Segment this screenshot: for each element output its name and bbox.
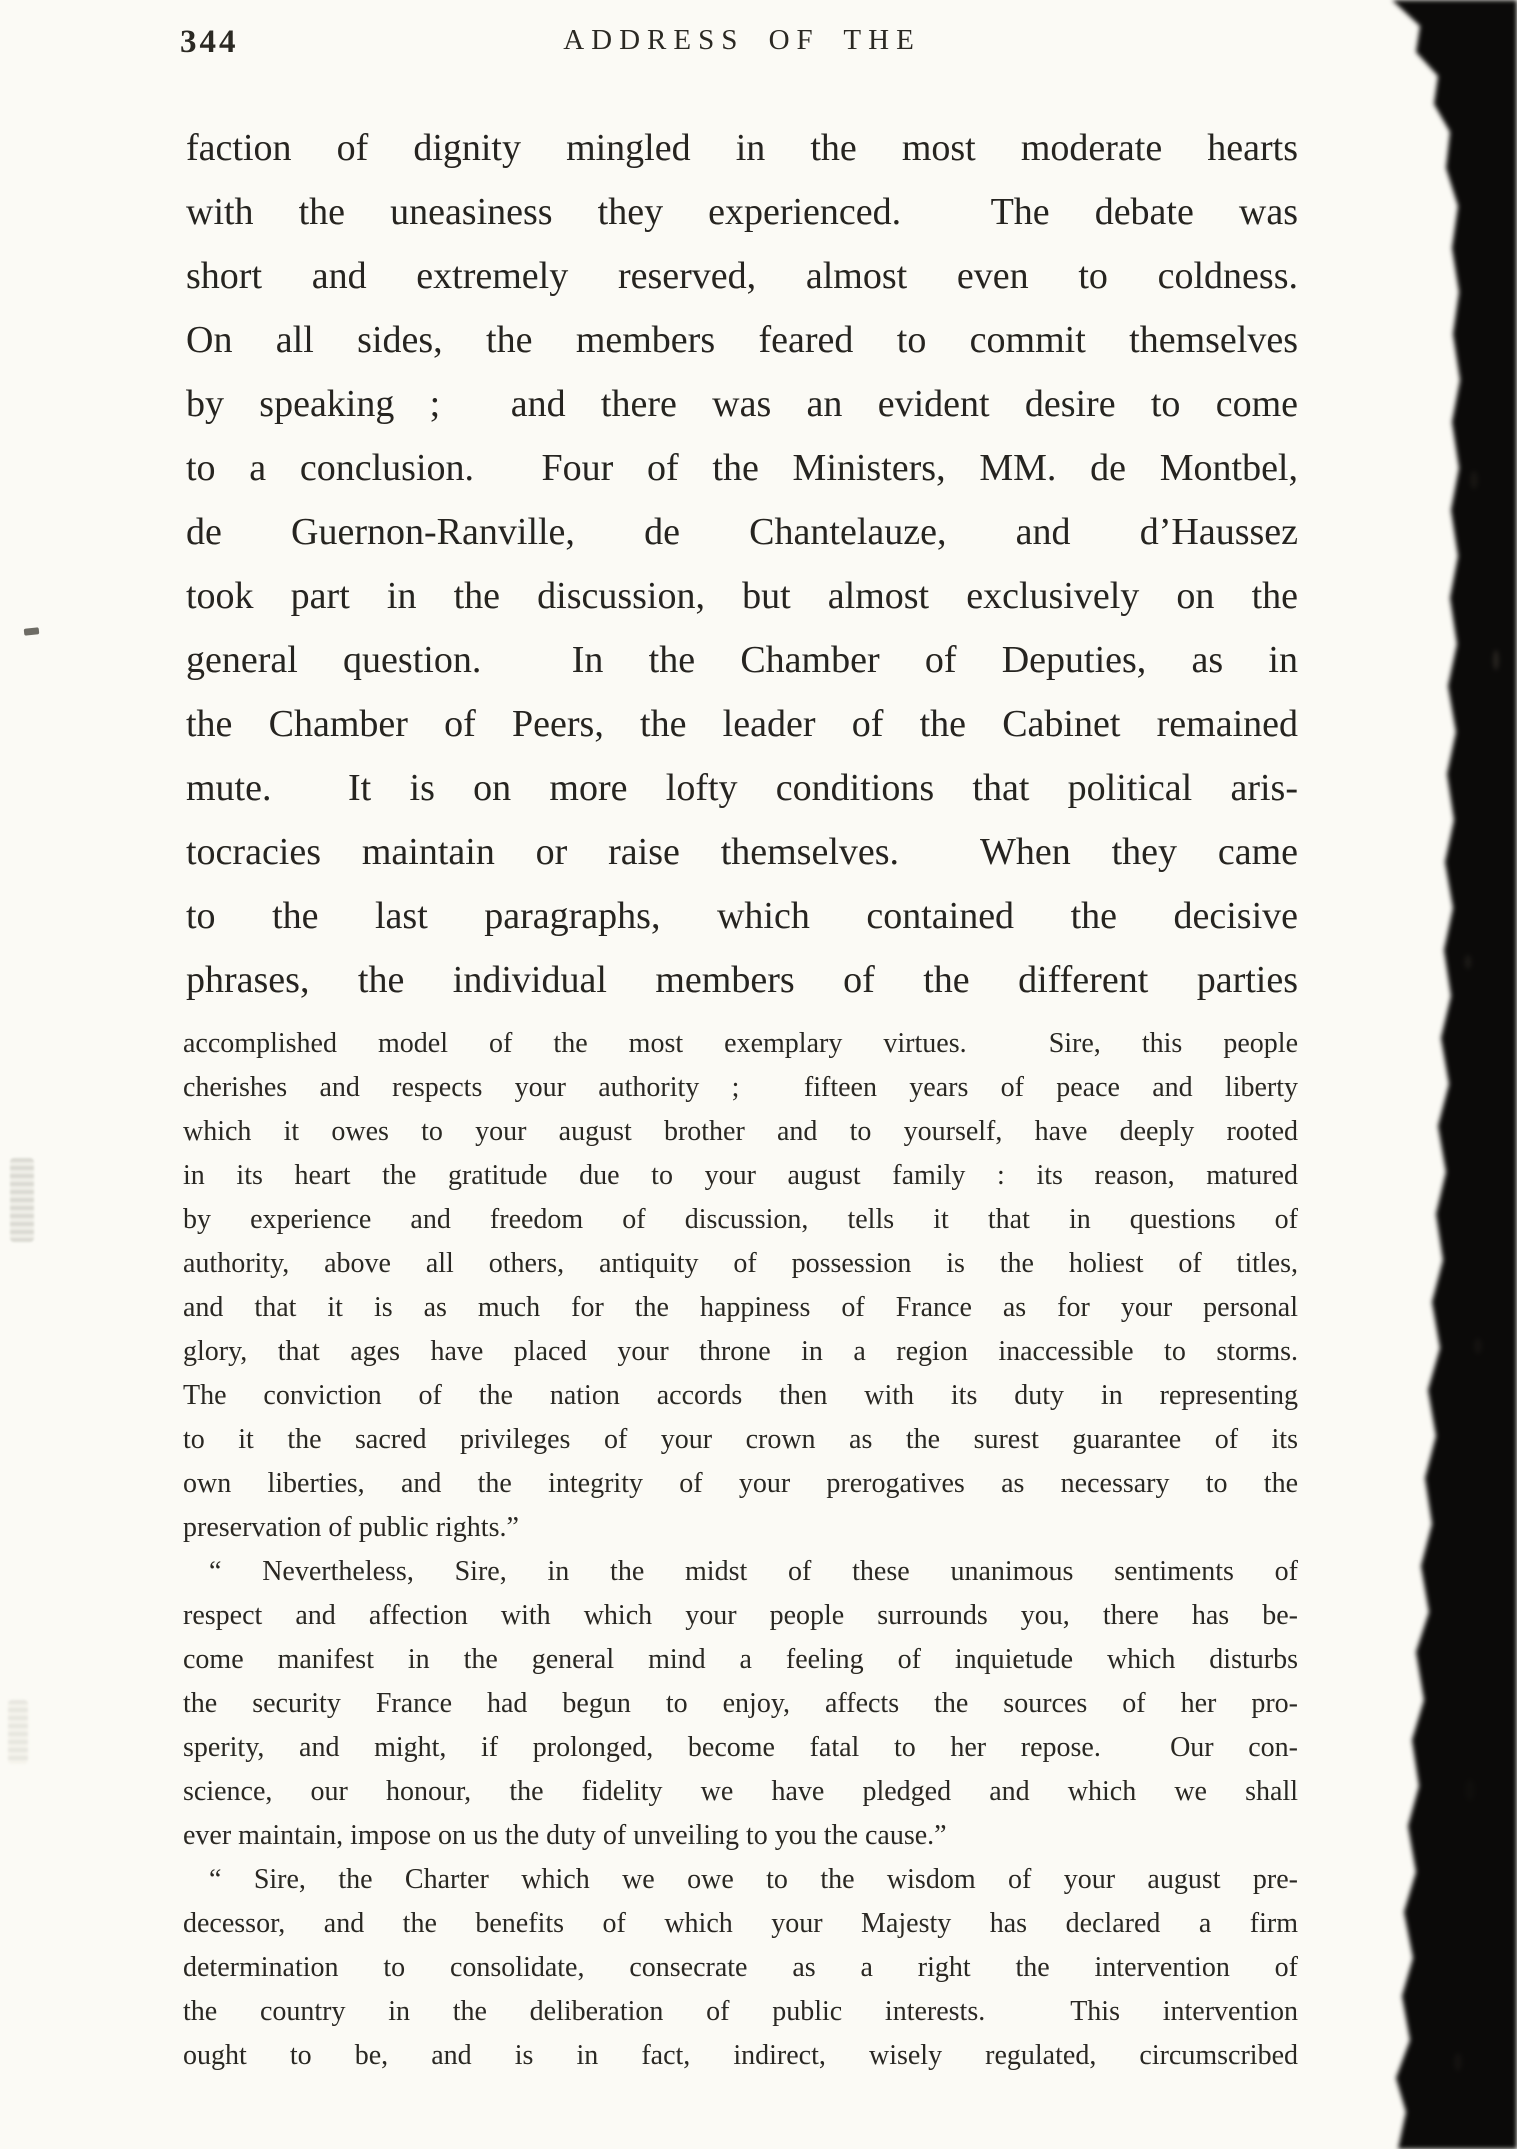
footnote-line: authority, above all others, antiquity of possession is the holiest of titles, bbox=[183, 1248, 1298, 1279]
ink-mark bbox=[24, 627, 40, 636]
scan-smudge bbox=[8, 1700, 28, 1764]
footnote-line: preservation of public rights.” bbox=[183, 1512, 519, 1543]
footnote-line: ever maintain, impose on us the duty of unveiling to you the cause.” bbox=[183, 1820, 947, 1851]
footnote-line: “ Sire, the Charter which we owe to the wisdom of your august pre- bbox=[209, 1864, 1298, 1895]
main-text bbox=[186, 116, 1298, 1012]
footnote-line: science, our honour, the fidelity we have pledged and which we shall bbox=[183, 1776, 1298, 1807]
footnote-line: own liberties, and the integrity of your prerogatives as necessary to the bbox=[183, 1468, 1298, 1499]
footnote-line: sperity, and might, if prolonged, become fatal to her repose. Our con- bbox=[183, 1732, 1298, 1763]
footnote-text bbox=[183, 1022, 1298, 2078]
footnote-line: to it the sacred privileges of your crown as the surest guarantee of its bbox=[183, 1424, 1298, 1455]
footnote-line: respect and affection with which your people surrounds you, there has be- bbox=[183, 1600, 1298, 1631]
footnote-line: accomplished model of the most exemplary virtues. Sire, this people bbox=[183, 1028, 1298, 1059]
text-line: de Guernon-Ranville, de Chantelauze, and d’Haussez bbox=[186, 511, 1298, 553]
page-header bbox=[180, 24, 1298, 68]
footnote-line: the security France had begun to enjoy, affects the sources of her pro- bbox=[183, 1688, 1298, 1719]
footnote-line: which it owes to your august brother and to yourself, have deeply rooted bbox=[183, 1116, 1298, 1147]
page-number: 344 bbox=[180, 24, 239, 60]
text-line: general question. In the Chamber of Deputies, as in bbox=[186, 639, 1298, 681]
text-line: faction of dignity mingled in the most moderate hearts bbox=[186, 127, 1298, 169]
running-title: ADDRESS OF THE bbox=[563, 24, 921, 56]
footnote-line: by experience and freedom of discussion, tells it that in questions of bbox=[183, 1204, 1298, 1235]
text-line: the Chamber of Peers, the leader of the Cabinet remained bbox=[186, 703, 1298, 745]
footnote-line: “ Nevertheless, Sire, in the midst of these unanimous sentiments of bbox=[209, 1556, 1298, 1587]
text-line: phrases, the individual members of the different parties bbox=[186, 959, 1298, 1001]
text-line: On all sides, the members feared to commit themselves bbox=[186, 319, 1298, 361]
footnote-line: come manifest in the general mind a feeling of inquietude which disturbs bbox=[183, 1644, 1298, 1675]
footnote-line: the country in the deliberation of public interests. This intervention bbox=[183, 1996, 1298, 2027]
text-line: to a conclusion. Four of the Ministers, MM. de Montbel, bbox=[186, 447, 1298, 489]
scan-smudge bbox=[10, 1158, 34, 1242]
footnote-line: in its heart the gratitude due to your august family : its reason, matured bbox=[183, 1160, 1298, 1191]
text-line: mute. It is on more lofty conditions that political aris- bbox=[186, 767, 1298, 809]
footnote-line: decessor, and the benefits of which your Majesty has declared a firm bbox=[183, 1908, 1298, 1939]
footnote-line: glory, that ages have placed your throne in a region inaccessible to storms. bbox=[183, 1336, 1298, 1367]
footnote-line: The conviction of the nation accords then with its duty in representing bbox=[183, 1380, 1298, 1411]
footnote-line: and that it is as much for the happiness of France as for your personal bbox=[183, 1292, 1298, 1323]
text-line: tocracies maintain or raise themselves. When they came bbox=[186, 831, 1298, 873]
text-line: by speaking ; and there was an evident desire to come bbox=[186, 383, 1298, 425]
text-line: short and extremely reserved, almost even to coldness. bbox=[186, 255, 1298, 297]
footnote-line: ought to be, and is in fact, indirect, wisely regulated, circumscribed bbox=[183, 2040, 1298, 2071]
text-line: to the last paragraphs, which contained the decisive bbox=[186, 895, 1298, 937]
footnote-line: cherishes and respects your authority ; fifteen years of peace and liberty bbox=[183, 1072, 1298, 1103]
text-line: with the uneasiness they experienced. The debate was bbox=[186, 191, 1298, 233]
footnote-line: determination to consolidate, consecrate as a right the intervention of bbox=[183, 1952, 1298, 1983]
text-line: took part in the discussion, but almost exclusively on the bbox=[186, 575, 1298, 617]
